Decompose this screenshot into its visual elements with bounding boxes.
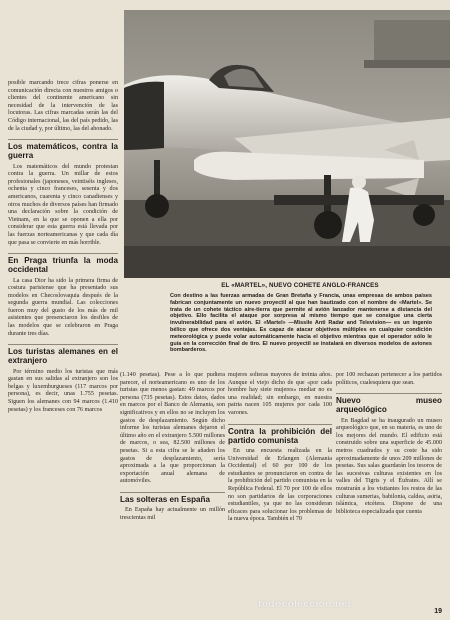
aircraft-photo xyxy=(124,10,450,278)
aircraft-illustration xyxy=(124,10,450,278)
column-3 xyxy=(228,372,332,526)
heading-museum xyxy=(336,393,442,414)
article-communist-party-cont: por 100 rechazan pertenecer a los partidos políticos, cualesquiera que sean. xyxy=(336,372,442,386)
heading-rule xyxy=(8,344,118,345)
heading-rule xyxy=(8,139,118,140)
article-mathematicians: Los matemáticos del mundo protestan contra la guerra. Un millar de estos profesionales (japoneses, veintiséis ingleses, ochenta y cinco franceses, sesenta y dos americanos, cuarenta y cinco canadienses y otros muchos de diversos países han firmado una declaración sobre la condición de Vietnam, en la que se oponen a ella por considerar que esta guerra está llevada por las fuerzas norteamericanas y que cada día que pasa se convierte en más horrible. xyxy=(8,163,118,246)
article-communist-party: En una encuesta realizada en la Universidad de Erlangen (Alemania Occidental) el 60 por 100 de los estudiantes se pronunciaron en contra de la prohibición del partido comunista en la República Federal. El 70 por 100 de ellos no son partidarios de las corporaciones estudiantiles, ya que no las consideran eficaces para solucionar los problemas de la nueva época. También el 70 xyxy=(228,447,332,523)
heading-mathematicians xyxy=(8,139,118,160)
article-museum: En Bagdad se ha inaugurado un museo arqueológico que, en su materia, es uno de los mejores del mundo. El edificio está construido sobre una superficie de 45.000 metros cuadrados y su coste ha sido aproximadamente de unos 209 millones de pesetas. Sus salas guardarán los tesoros de las sucesivas culturas existentes en los valles del Tigris y el Éufrates. Allí se mostrarán a los visitantes los restos de las culturas sumerias, babilonia, caldea, asiria, islámica, etcétera. Dispone de una biblioteca especializada que cuenta xyxy=(336,417,442,515)
heading-rule xyxy=(228,424,332,425)
heading-rule xyxy=(8,253,118,254)
column-1-intro: posible marcando trece cifras ponerse en comunicación directa con nuestros amigos o clientes del continente americano sin necesidad de la intervención de las locutoras. Las cifras marcadas serán las del Código internacional, las del país pedido, las de la ciudad y, por último, las del abonado. xyxy=(8,80,118,132)
article-single-women-cont: mujeres solteras mayores de treinta años. Aunque el viejo dicho de que «por cada hombre hay siete mujeres» mediar no es una realidad; sin embargo, en nuestra patria nacen 105 mujeres por cada 100 varones. xyxy=(228,372,332,416)
photo-caption-body: Con destino a las fuerzas armadas de Gran Bretaña y Francia, unas empresas de ambos países fabrican conjuntamente un nuevo proyectil al que han bautizado con el nombre de «Martel». Se trata de un cohete táctico aire-tierra que permite al avión lanzador mantenerse a distancia del objetivo. Ello facilita el ataque por sorpresa al mismo tiempo que se consigue una cierta invulnerabilidad para el avión. El «Martel» —Missile Anti Radar and Television— es un ingenio bélico que ofrece dos ventajas. Es capaz de atacar objetivos múltiples en cualquier condición meteorológica y puede volar automáticamente hacia el objetivo mientras que el operador sólo le guía en la corrección final de tiro. El nuevo proyectil se instalará en diversos modelos de aviones bombarderos. xyxy=(170,293,432,354)
heading-rule xyxy=(336,393,442,394)
column-4 xyxy=(336,372,442,518)
heading-prague-text: En Praga triunfa la moda occidental xyxy=(8,256,118,275)
heading-rule xyxy=(120,492,225,493)
heading-communist-party-text: Contra la prohibición del partido comunista xyxy=(228,426,332,445)
column-2 xyxy=(120,372,225,524)
heading-single-women-text: Las solteras en España xyxy=(120,494,210,504)
heading-german-tourists-text: Los turistas alemanes en el extranjero xyxy=(8,347,118,366)
heading-communist-party xyxy=(228,424,332,445)
column-1 xyxy=(8,80,118,416)
article-german-tourists: Por término medio los turistas que más gastan en sus salidas al extranjero son los belgas y luxemburgueses (117 marcos por persona), es decir, unas 1.755 pesetas. Siguen los alemanes con 94 marcos (1.410 pesetas) y los franceses con 76 marcos xyxy=(8,368,118,413)
page-number: 19 xyxy=(434,608,442,615)
article-german-tourists-cont: (1.140 pesetas). Pese a lo que pudiera parecer, el norteamericano es uno de los turistas que menos gastan: 49 marcos por persona (735 pesetas). Estos datos, dados en marcos por el Banco de Alemania, son significativos y en ellos no se incluyen los gastos de desplazamiento. Según dicho informe los turistas alemanes dejaron el último año en el extranjero 5.500 millones de marcos, o sea, 82.500 millones de pesetas. Si a esta cifra se le añaden los gastos de desplazamiento, sería aproximada a la que proporcionan la exportación anual alemana de automóviles. xyxy=(120,372,225,485)
article-single-women: En España hay actualmente un millón trescientas mil xyxy=(120,507,225,521)
heading-single-women xyxy=(120,492,225,504)
heading-prague xyxy=(8,253,118,274)
watermark-logo: todocoleccion.net xyxy=(258,598,352,610)
article-prague: La casa Dior ha sido la primera firma de costura parisiense que ha presentado sus modelos en Checoslovaquia después de la segunda guerra mundial. Las colecciones fueron muy del gusto de los más de mil asistentes que presenciaron los desfiles de las modelos que se celebraron en Praga durante tres días. xyxy=(8,277,118,337)
heading-museum-text: Nuevo museo arqueológico xyxy=(336,396,442,415)
photo-caption-title: EL «MARTEL», NUEVO COHETE ANGLO-FRANCES xyxy=(221,282,379,289)
heading-mathematicians-text: Los matemáticos, contra la guerra xyxy=(8,142,118,161)
heading-german-tourists xyxy=(8,344,118,365)
